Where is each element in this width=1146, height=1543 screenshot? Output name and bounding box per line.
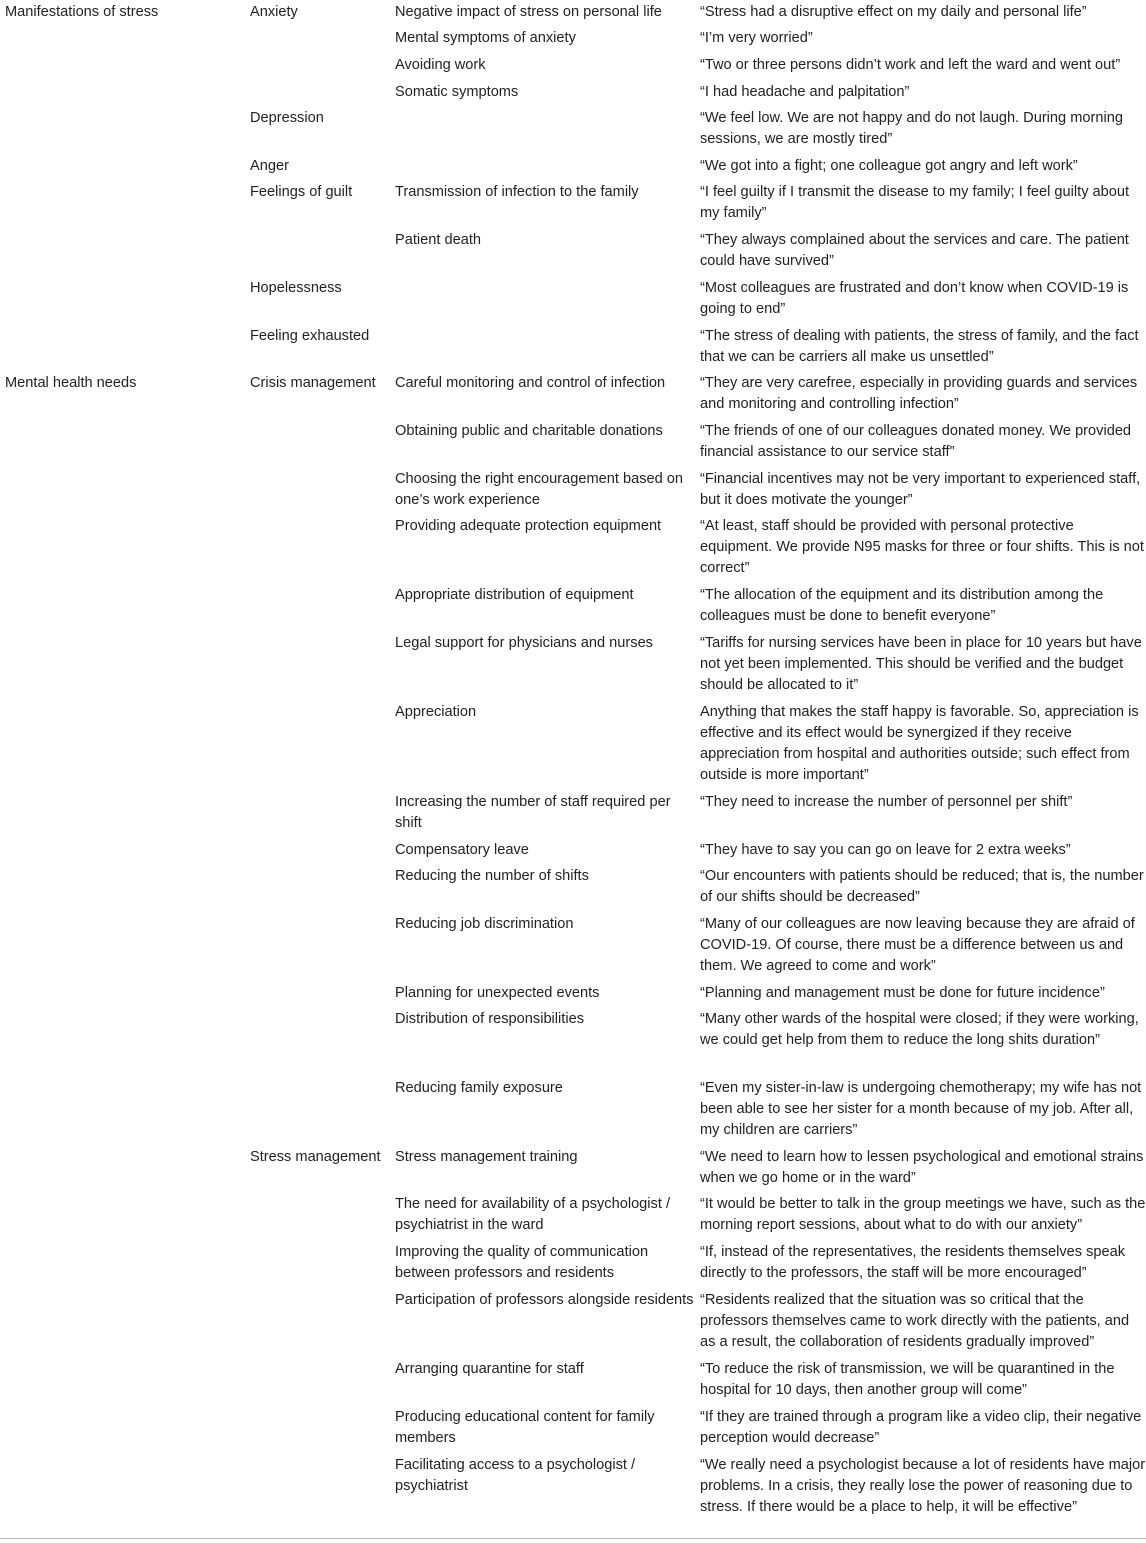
theme-cell: [0, 80, 250, 106]
quote-cell-text: “Tariffs for nursing services have been in place for 10 years but have not yet been implemented. This should be verified and the budget should be allocated to it”: [700, 635, 1142, 693]
category-cell-text: [250, 790, 395, 792]
category-cell: [250, 1145, 395, 1192]
subcategory-cell-text: Producing educational content for family members: [395, 1409, 655, 1446]
subcategory-cell-text: Planning for unexpected events: [395, 985, 600, 1001]
theme-cell-text: [5, 1288, 250, 1290]
theme-cell-text: [5, 838, 250, 840]
quote-cell: [700, 1405, 1146, 1453]
subcategory-cell-text: Choosing the right encouragement based on one’s work experience: [395, 471, 684, 508]
theme-cell: [0, 912, 250, 981]
quote-cell: [700, 0, 1146, 26]
quote-cell-text: “They always complained about the services and care. The patient could have survived”: [700, 232, 1129, 269]
subcategory-cell-text: Compensatory leave: [395, 842, 529, 858]
table-row: [0, 467, 1146, 514]
subcategory-cell: [395, 371, 700, 419]
category-cell-text: [250, 631, 395, 633]
category-cell: [250, 1192, 395, 1240]
category-cell-text: Stress management: [250, 1149, 381, 1165]
theme-cell: [0, 700, 250, 790]
quote-cell-text: “We feel low. We are not happy and do not laugh. During morning sessions, we are mostly tired”: [700, 110, 1123, 147]
theme-cell-text: [5, 1453, 250, 1455]
subcategory-cell: [395, 53, 700, 80]
category-cell: [250, 467, 395, 514]
quote-cell: [700, 276, 1146, 324]
theme-cell-text: [5, 514, 250, 516]
category-cell-text: [250, 864, 395, 866]
theme-cell: [0, 180, 250, 228]
category-cell: [250, 180, 395, 228]
quote-cell: [700, 1145, 1146, 1192]
category-cell-text: Anger: [250, 158, 289, 174]
theme-cell-text: [5, 467, 250, 469]
quote-cell: [700, 1357, 1146, 1405]
subcategory-cell: [395, 583, 700, 631]
subcategory-cell: [395, 1357, 700, 1405]
quote-cell-text: “The stress of dealing with patients, the stress of family, and the fact that we can be carriers all make us unsettled”: [700, 328, 1139, 365]
quote-cell-text: “Financial incentives may not be very important to experienced staff, but it does motivate the younger”: [700, 471, 1141, 508]
table-row: [0, 419, 1146, 467]
table-row: [0, 1357, 1146, 1405]
theme-cell-text: [5, 912, 250, 914]
theme-cell: [0, 1357, 250, 1405]
quote-cell-text: “The allocation of the equipment and its distribution among the colleagues must be done to benefit everyone”: [700, 587, 1104, 624]
category-cell-text: [250, 700, 395, 702]
subcategory-cell-text: Careful monitoring and control of infection: [395, 375, 666, 391]
subcategory-cell: [395, 1076, 700, 1145]
quote-cell: [700, 228, 1146, 276]
theme-cell: [0, 1192, 250, 1240]
subcategory-cell-text: Participation of professors alongside residents: [395, 1292, 694, 1308]
category-cell-text: Depression: [250, 110, 324, 126]
subcategory-cell: [395, 981, 700, 1007]
table-row: [0, 371, 1146, 419]
quote-cell: [700, 1288, 1146, 1357]
table-row: [0, 1240, 1146, 1288]
quote-cell: [700, 700, 1146, 790]
quote-cell-text: “Many of our colleagues are now leaving because they are afraid of COVID-19. Of course, there must be a difference between us and them. We agreed to come and work”: [700, 916, 1135, 974]
table-row: [0, 80, 1146, 106]
category-cell: [250, 790, 395, 838]
quote-cell: [700, 26, 1146, 53]
theme-cell: [0, 0, 250, 26]
subcategory-cell-text: Increasing the number of staff required per shift: [395, 794, 671, 831]
table-row: [0, 700, 1146, 790]
theme-cell: [0, 467, 250, 514]
quote-cell: [700, 1192, 1146, 1240]
subcategory-cell: [395, 1405, 700, 1453]
category-cell-text: [250, 838, 395, 840]
table-row: [0, 53, 1146, 80]
theme-cell: [0, 154, 250, 180]
subcategory-cell: [395, 228, 700, 276]
category-cell: [250, 228, 395, 276]
subcategory-cell-text: Obtaining public and charitable donations: [395, 423, 663, 439]
quote-cell: [700, 864, 1146, 912]
table-row: [0, 864, 1146, 912]
quote-cell-text: “Stress had a disruptive effect on my daily and personal life”: [700, 4, 1087, 20]
table-row: [0, 324, 1146, 371]
category-cell: [250, 700, 395, 790]
category-cell-text: [250, 467, 395, 469]
quote-cell-text: “Many other wards of the hospital were closed; if they were working, we could get help from them to reduce the long shits duration”: [700, 1011, 1139, 1048]
table-row: [0, 1405, 1146, 1453]
subcategory-cell-text: Facilitating access to a psychologist / psychiatrist: [395, 1457, 636, 1494]
subcategory-cell: [395, 514, 700, 583]
category-cell: [250, 981, 395, 1007]
category-cell-text: [250, 80, 395, 82]
theme-cell: [0, 324, 250, 371]
quote-cell: [700, 583, 1146, 631]
quote-cell-text: “I had headache and palpitation”: [700, 84, 910, 100]
category-cell-text: [250, 1405, 395, 1407]
quote-cell: [700, 80, 1146, 106]
theme-cell-text: [5, 1076, 250, 1078]
quote-cell-text: “We really need a psychologist because a lot of residents have major problems. In a crisis, they really lose the power of reasoning due to stress. If there would be a place to help, it will be effective”: [700, 1457, 1146, 1515]
theme-cell-text: [5, 53, 250, 55]
subcategory-cell: [395, 1240, 700, 1288]
subcategory-cell: [395, 631, 700, 700]
quote-cell: [700, 106, 1146, 154]
table-row: [0, 1192, 1146, 1240]
subcategory-cell-text: Negative impact of stress on personal life: [395, 4, 662, 20]
table-row: [0, 154, 1146, 180]
category-cell: [250, 324, 395, 371]
theme-cell-text: [5, 981, 250, 983]
subcategory-cell-text: Mental symptoms of anxiety: [395, 30, 576, 46]
quote-cell-text: “If they are trained through a program like a video clip, their negative perception would decrease”: [700, 1409, 1142, 1446]
quote-cell-text: “The friends of one of our colleagues donated money. We provided financial assistance to our service staff”: [700, 423, 1132, 460]
theme-cell: [0, 514, 250, 583]
table-row: [0, 276, 1146, 324]
theme-cell: [0, 26, 250, 53]
quote-cell: [700, 514, 1146, 583]
subcategory-cell-text: Distribution of responsibilities: [395, 1011, 584, 1027]
category-cell-text: [250, 1453, 395, 1455]
category-cell-text: Crisis management: [250, 375, 376, 391]
quote-cell-text: “Residents realized that the situation was so critical that the professors themselves came to work directly with the patients, and as a result, the collaboration of residents gradually improved”: [700, 1292, 1130, 1350]
table-row: [0, 790, 1146, 838]
table-row: [0, 981, 1146, 1007]
category-cell-text: Feelings of guilt: [250, 184, 353, 200]
subcategory-cell-text: Patient death: [395, 232, 482, 248]
theme-cell: [0, 276, 250, 324]
table-row: [0, 838, 1146, 864]
quote-cell: [700, 838, 1146, 864]
category-cell-text: [250, 1240, 395, 1242]
category-cell: [250, 1076, 395, 1145]
table-row: [0, 228, 1146, 276]
theme-cell: [0, 1240, 250, 1288]
quote-cell-text: “They have to say you can go on leave for 2 extra weeks”: [700, 842, 1071, 858]
theme-cell-text: Mental health needs: [5, 375, 137, 391]
category-cell-text: [250, 583, 395, 585]
category-cell: [250, 1405, 395, 1453]
quote-cell-text: “I feel guilty if I transmit the disease to my family; I feel guilty about my family”: [700, 184, 1130, 221]
theme-cell: [0, 1007, 250, 1076]
quote-cell: [700, 371, 1146, 419]
quote-cell: [700, 154, 1146, 180]
quote-cell-text: “It would be better to talk in the group meetings we have, such as the morning report sessions, about what to do with our anxiety”: [700, 1196, 1146, 1233]
category-cell: [250, 419, 395, 467]
table-row: [0, 0, 1146, 26]
subcategory-cell: [395, 26, 700, 53]
theme-cell: [0, 838, 250, 864]
subcategory-cell: [395, 1288, 700, 1357]
quote-cell-text: “I’m very worried”: [700, 30, 813, 46]
theme-cell: [0, 1453, 250, 1522]
theme-cell: [0, 371, 250, 419]
theme-cell: [0, 228, 250, 276]
subcategory-cell-text: Legal support for physicians and nurses: [395, 635, 653, 651]
theme-cell-text: [5, 106, 250, 108]
category-cell-text: [250, 1192, 395, 1194]
category-cell-text: [250, 912, 395, 914]
subcategory-cell-text: [395, 106, 700, 108]
quote-cell: [700, 1076, 1146, 1145]
quote-cell: [700, 1007, 1146, 1076]
theme-cell-text: [5, 154, 250, 156]
theme-cell-text: [5, 419, 250, 421]
theme-cell-text: [5, 26, 250, 28]
category-cell: [250, 53, 395, 80]
quote-cell-text: “To reduce the risk of transmission, we will be quarantined in the hospital for 10 days, then another group will come”: [700, 1361, 1115, 1398]
theme-cell-text: [5, 631, 250, 633]
theme-cell: [0, 631, 250, 700]
theme-cell: [0, 106, 250, 154]
quote-cell: [700, 324, 1146, 371]
theme-cell-text: [5, 1357, 250, 1359]
category-cell: [250, 1453, 395, 1522]
category-cell: [250, 276, 395, 324]
subcategory-cell: [395, 324, 700, 371]
table-row: [0, 1007, 1146, 1076]
quote-cell-text: “Two or three persons didn’t work and left the ward and went out”: [700, 57, 1121, 73]
table-row: [0, 514, 1146, 583]
quote-cell-text: “Most colleagues are frustrated and don’t know when COVID-19 is going to end”: [700, 280, 1129, 317]
quote-cell-text: “We need to learn how to lessen psychological and emotional strains when we go home or in the ward”: [700, 1149, 1144, 1186]
theme-cell-text: [5, 324, 250, 326]
quote-cell: [700, 419, 1146, 467]
quote-cell-text: “Planning and management must be done for future incidence”: [700, 985, 1105, 1001]
theme-cell-text: [5, 180, 250, 182]
subcategory-cell: [395, 838, 700, 864]
theme-cell-text: [5, 1405, 250, 1407]
subcategory-cell: [395, 419, 700, 467]
category-cell-text: [250, 26, 395, 28]
subcategory-cell-text: Transmission of infection to the family: [395, 184, 639, 200]
table-row: [0, 1076, 1146, 1145]
theme-cell: [0, 53, 250, 80]
category-cell-text: [250, 53, 395, 55]
theme-cell: [0, 583, 250, 631]
theme-cell-text: [5, 1192, 250, 1194]
category-cell: [250, 631, 395, 700]
quote-cell-text: “If, instead of the representatives, the residents themselves speak directly to the professors, the staff will be more encouraged”: [700, 1244, 1126, 1281]
quote-cell: [700, 912, 1146, 981]
theme-cell: [0, 1145, 250, 1192]
table-row: [0, 631, 1146, 700]
subcategory-cell-text: The need for availability of a psychologist / psychiatrist in the ward: [395, 1196, 671, 1233]
subcategory-cell: [395, 0, 700, 26]
subcategory-cell-text: Arranging quarantine for staff: [395, 1361, 584, 1377]
subcategory-cell-text: Providing adequate protection equipment: [395, 518, 662, 534]
subcategory-cell-text: [395, 276, 700, 278]
category-cell: [250, 0, 395, 26]
table-row: [0, 1453, 1146, 1522]
table-row: [0, 583, 1146, 631]
table-row: [0, 912, 1146, 981]
quote-cell: [700, 180, 1146, 228]
category-cell-text: [250, 419, 395, 421]
category-cell: [250, 514, 395, 583]
category-cell-text: [250, 1076, 395, 1078]
category-cell: [250, 864, 395, 912]
theme-cell: [0, 1076, 250, 1145]
table-row: [0, 106, 1146, 154]
subcategory-cell: [395, 864, 700, 912]
subcategory-cell-text: Somatic symptoms: [395, 84, 519, 100]
category-cell: [250, 26, 395, 53]
category-cell: [250, 371, 395, 419]
subcategory-cell: [395, 106, 700, 154]
subcategory-cell: [395, 700, 700, 790]
quote-cell: [700, 790, 1146, 838]
table-row: [0, 1288, 1146, 1357]
category-cell: [250, 912, 395, 981]
quote-cell: [700, 1453, 1146, 1522]
subcategory-cell: [395, 154, 700, 180]
quote-cell: [700, 631, 1146, 700]
quote-cell-text: “They need to increase the number of personnel per shift”: [700, 794, 1073, 810]
subcategory-cell-text: Reducing family exposure: [395, 1080, 563, 1096]
category-cell-text: [250, 1288, 395, 1290]
table-row: [0, 180, 1146, 228]
subcategory-cell: [395, 1145, 700, 1192]
theme-cell-text: Manifestations of stress: [5, 4, 159, 20]
theme-cell-text: [5, 228, 250, 230]
theme-cell-text: [5, 700, 250, 702]
subcategory-cell: [395, 276, 700, 324]
subcategory-cell: [395, 912, 700, 981]
category-cell: [250, 154, 395, 180]
subcategory-cell-text: Appropriate distribution of equipment: [395, 587, 634, 603]
category-cell: [250, 1357, 395, 1405]
quote-cell-text: “We got into a fight; one colleague got angry and left work”: [700, 158, 1078, 174]
category-cell-text: [250, 228, 395, 230]
category-cell-text: [250, 1007, 395, 1009]
subcategory-cell-text: Reducing the number of shifts: [395, 868, 589, 884]
category-cell: [250, 838, 395, 864]
theme-cell-text: [5, 583, 250, 585]
category-cell-text: Anxiety: [250, 4, 298, 20]
quote-cell: [700, 53, 1146, 80]
category-cell-text: [250, 1357, 395, 1359]
category-cell-text: [250, 514, 395, 516]
subcategory-cell-text: Avoiding work: [395, 57, 486, 73]
subcategory-cell: [395, 80, 700, 106]
subcategory-cell-text: Reducing job discrimination: [395, 916, 574, 932]
theme-cell-text: [5, 276, 250, 278]
quote-cell-text: Anything that makes the staff happy is favorable. So, appreciation is effective and its effect would be synergized if they receive appreciation from hospital and authorities outside; such effect from outside is more important”: [700, 704, 1139, 783]
category-cell: [250, 80, 395, 106]
quote-cell-text: “Our encounters with patients should be reduced; that is, the number of our shifts should be decreased”: [700, 868, 1144, 905]
quote-cell-text: “At least, staff should be provided with personal protective equipment. We provide N95 masks for three or four shifts. This is not correct”: [700, 518, 1144, 576]
category-cell-text: Hopelessness: [250, 280, 342, 296]
table-row: [0, 26, 1146, 53]
theme-cell-text: [5, 864, 250, 866]
category-cell: [250, 1240, 395, 1288]
subcategory-cell: [395, 180, 700, 228]
theme-cell-text: [5, 1240, 250, 1242]
subcategory-cell-text: [395, 324, 700, 326]
subcategory-cell-text: [395, 154, 700, 156]
theme-cell: [0, 864, 250, 912]
theme-cell: [0, 790, 250, 838]
theme-cell: [0, 419, 250, 467]
category-cell: [250, 1288, 395, 1357]
theme-cell-text: [5, 1145, 250, 1147]
subcategory-cell: [395, 1453, 700, 1522]
category-cell-text: [250, 981, 395, 983]
theme-cell-text: [5, 80, 250, 82]
subcategory-cell: [395, 790, 700, 838]
theme-cell-text: [5, 1007, 250, 1009]
category-cell: [250, 1007, 395, 1076]
theme-cell: [0, 1288, 250, 1357]
theme-cell: [0, 981, 250, 1007]
quote-cell-text: “Even my sister-in-law is undergoing chemotherapy; my wife has not been able to see her sister for a month because of my job. After all, my children are carriers”: [700, 1080, 1142, 1138]
category-cell: [250, 106, 395, 154]
subcategory-cell: [395, 467, 700, 514]
theme-cell-text: [5, 790, 250, 792]
category-cell-text: Feeling exhausted: [250, 328, 370, 344]
quote-cell: [700, 467, 1146, 514]
subcategory-cell-text: Stress management training: [395, 1149, 578, 1165]
subcategory-cell: [395, 1192, 700, 1240]
subcategory-cell: [395, 1007, 700, 1076]
quote-cell: [700, 981, 1146, 1007]
quote-cell-text: “They are very carefree, especially in providing guards and services and monitoring and controlling infection”: [700, 375, 1138, 412]
table-row: [0, 1145, 1146, 1192]
subcategory-cell-text: Appreciation: [395, 704, 477, 720]
table-bottom-rule: [0, 1538, 1146, 1539]
subcategory-cell-text: Improving the quality of communication between professors and residents: [395, 1244, 649, 1281]
category-cell: [250, 583, 395, 631]
quote-cell: [700, 1240, 1146, 1288]
theme-cell: [0, 1405, 250, 1453]
